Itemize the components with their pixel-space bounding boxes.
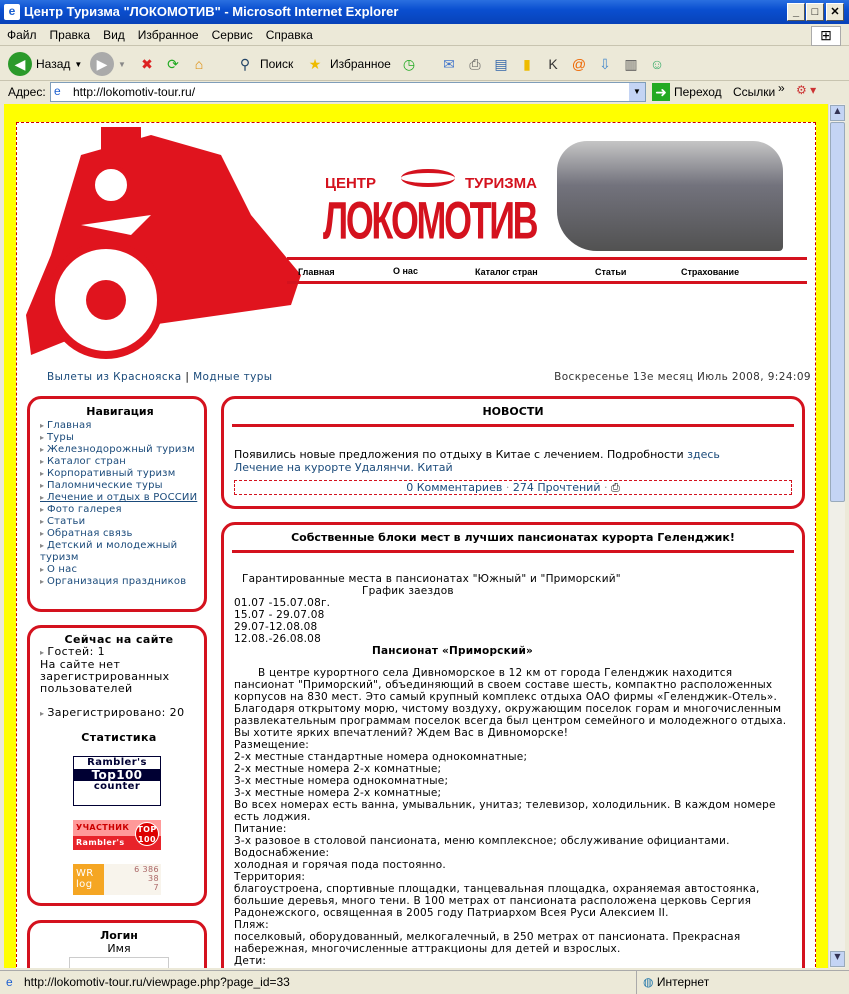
paragraph: 2-х местные номера 2-х комнатные; xyxy=(234,763,442,775)
rambler-member-badge[interactable]: УЧАСТНИК Rambler's TOP 100 xyxy=(73,820,161,850)
favorites-label: Избранное xyxy=(330,57,391,71)
back-button[interactable] xyxy=(8,51,82,77)
home-icon[interactable]: ⌂ xyxy=(194,56,204,72)
nav-item-home[interactable]: ▸ Главная xyxy=(40,420,200,432)
forward-dropdown-icon[interactable]: ▼ xyxy=(118,59,126,69)
schedule-title: График заездов xyxy=(362,585,454,597)
name-label: Имя xyxy=(107,942,131,955)
paragraph: Питание: xyxy=(234,823,287,835)
header-nav-catalog[interactable]: Каталог стран xyxy=(475,267,538,277)
login-box xyxy=(27,920,207,968)
nav-item-tours[interactable]: ▸ Туры xyxy=(40,432,200,444)
no-users-text: На сайте нет зарегистрированных пользователей xyxy=(40,658,170,695)
go-arrow-icon: ➜ xyxy=(652,83,670,101)
date-range: 12.08.-26.08.08 xyxy=(234,633,321,645)
article-title: Собственные блоки мест в лучших пансионатах курорта Геленджик! xyxy=(291,531,735,544)
paragraph: 3-х местные номера однокомнатные; xyxy=(234,775,449,787)
menu-edit[interactable]: Правка xyxy=(49,28,91,42)
favorites-button[interactable] xyxy=(304,51,391,77)
scroll-down-icon[interactable]: ▼ xyxy=(830,951,845,967)
address-url: http://lokomotiv-tour.ru/ xyxy=(73,85,196,99)
guaranteed-text: Гарантированные места в пансионатах "Южный" и "Приморский" xyxy=(242,573,621,585)
nav-item-youth[interactable]: ▸ Детский и молодежный туризм xyxy=(40,540,200,564)
forward-arrow-icon: ▶ xyxy=(90,52,114,76)
news-link-udalyanchi[interactable]: Лечение на курорте Удалянчи. Китай xyxy=(234,461,453,474)
library-icon[interactable]: ▥ xyxy=(624,56,638,72)
news-text: Появились новые предложения по отдыху в Китае с лечением. Подробности xyxy=(234,448,684,461)
header-nav-home[interactable]: Главная xyxy=(298,267,335,277)
date-range: 01.07 -15.07.08г. xyxy=(234,597,331,609)
address-bar xyxy=(0,81,849,103)
globe-icon: ◍ xyxy=(643,975,654,989)
page xyxy=(16,122,816,968)
logo-main: ЛОКОМОТИВ xyxy=(323,190,537,250)
paragraph: холодная и горячая пода постоянно. xyxy=(234,859,446,871)
edit-icon[interactable]: ▤ xyxy=(494,56,508,72)
address-input[interactable] xyxy=(50,82,646,102)
paragraph: благоустроена, спортивные площадки, танцевальная площадка, охраняемая автостоянка, большие деревья, много тени. В 100 метрах от пансионата расположена церковь Сергия Радонежского, освященная в 2005 году Патриархом Всея Руси Алексием II. xyxy=(234,883,760,919)
menu-bar xyxy=(0,24,849,46)
links-button[interactable]: Ссылки xyxy=(733,85,776,99)
navigation-title: Навигация xyxy=(86,405,154,418)
history-icon[interactable]: ◷ xyxy=(402,56,416,72)
status-url: http://lokomotiv-tour.ru/viewpage.php?page_id=33 xyxy=(24,975,290,989)
title-bar xyxy=(0,0,849,24)
article-box xyxy=(221,522,805,968)
paragraph: Благодаря открытому морю, чистому воздуху, окружающим поселок горам и многочисленным развлекательным программам поселок всегда был центром семейного и молодежного отдыха. xyxy=(234,703,787,727)
close-button[interactable]: ✕ xyxy=(826,3,844,21)
back-arrow-icon: ◀ xyxy=(8,52,32,76)
go-label: Переход xyxy=(674,85,722,99)
article-body xyxy=(224,553,802,967)
article-subtitle: Пансионат «Приморский» xyxy=(372,645,534,657)
print-icon[interactable]: ⎙ xyxy=(610,481,620,494)
menu-favorites[interactable]: Избранное xyxy=(137,28,199,42)
reads-count: 274 Прочтений xyxy=(512,481,601,494)
paragraph: Размещение: xyxy=(234,739,309,751)
header-nav-articles[interactable]: Статьи xyxy=(595,267,627,277)
paragraph: Территория: xyxy=(234,871,306,883)
zone-label: Интернет xyxy=(656,975,710,989)
nav-item-events[interactable]: ▸ Организация праздников xyxy=(40,576,200,588)
at-mail-icon[interactable]: @ xyxy=(571,56,587,72)
paragraph: 2-х местные стандартные номера однокомнатные; xyxy=(234,751,528,763)
date-range: 29.07-12.08.08 xyxy=(234,621,318,633)
nav-item-articles[interactable]: ▸ Статьи xyxy=(40,516,200,528)
news-title: НОВОСТИ xyxy=(482,405,544,418)
search-button[interactable] xyxy=(234,51,293,77)
ie-icon: e xyxy=(4,4,20,20)
registered-count: ▸ Зарегистрировано: 20 xyxy=(40,706,185,719)
status-bar xyxy=(0,970,849,994)
station-building-image xyxy=(557,141,783,251)
news-link-here[interactable]: здесь xyxy=(687,448,720,461)
page-icon: e xyxy=(6,975,13,989)
nav-item-feedback[interactable]: ▸ Обратная связь xyxy=(40,528,200,540)
back-dropdown-icon[interactable]: ▼ xyxy=(74,59,83,69)
nav-item-railway[interactable]: ▸ Железнодорожный туризм xyxy=(40,444,200,456)
logo-top-left: ЦЕНТР xyxy=(325,175,376,192)
sublinks xyxy=(47,371,272,383)
paragraph: В центре курортного села Дивноморское в 12 км от города Геленджик находится пансионат "Приморский", объединяющий в своем составе шесть, компактно расположенных корпусов на 830 мест. Это самый крупный комплекс отдыха ОАО фирмы «Геленджик-Отель». xyxy=(234,667,778,703)
news-box xyxy=(221,396,805,509)
stats-title: Статистика xyxy=(81,731,157,744)
wrlog-badge[interactable]: WR log 6 386 38 7 xyxy=(73,864,161,895)
stop-icon[interactable]: ✖ xyxy=(141,56,153,72)
header-line xyxy=(287,281,807,284)
zone xyxy=(636,971,709,994)
news-footer: 0 Комментариев · 274 Прочтений · ⎙ xyxy=(234,480,792,495)
page-icon: e xyxy=(54,84,61,98)
star-icon: ★ xyxy=(308,56,322,72)
refresh-icon[interactable]: ⟳ xyxy=(167,56,179,72)
paragraph: 3-х местные номера 2-х комнатные; xyxy=(234,787,442,799)
nav-item-catalog[interactable]: ▸ Каталог стран xyxy=(40,456,200,468)
toolbar xyxy=(0,47,849,81)
menu-tools[interactable]: Сервис xyxy=(211,28,253,42)
research-icon[interactable]: ⇩ xyxy=(599,56,611,72)
navigation-box xyxy=(27,396,207,612)
rambler-counter-badge[interactable]: Rambler's Top100 counter xyxy=(73,756,161,806)
search-label: Поиск xyxy=(260,57,294,71)
locomotive-logo xyxy=(21,125,306,365)
address-label: Адрес: xyxy=(8,85,46,99)
menu-view[interactable]: Вид xyxy=(103,28,125,42)
page-viewport xyxy=(4,104,828,968)
address-dropdown-icon[interactable]: ▼ xyxy=(629,83,645,101)
paragraph: поселковый, оборудованный, мелкогалечный, в 250 метрах от пансионата. Прекрасная набережная, многочисленные аттракционы для детей и взрослых. xyxy=(234,931,741,955)
back-label: Назад xyxy=(36,57,71,71)
online-title: Сейчас на сайте xyxy=(64,633,174,646)
vertical-scrollbar[interactable] xyxy=(828,104,845,968)
k-icon[interactable]: K xyxy=(548,56,558,72)
news-body xyxy=(224,427,802,474)
notes-icon[interactable]: ▮ xyxy=(523,56,531,72)
maximize-button[interactable]: □ xyxy=(806,3,824,21)
scroll-thumb[interactable] xyxy=(830,122,845,502)
header-line xyxy=(287,257,807,260)
nav-item-gallery[interactable]: ▸ Фото галерея xyxy=(40,504,200,516)
minimize-button[interactable]: _ xyxy=(787,3,805,21)
addon-icon[interactable]: ⚙ ▾ xyxy=(796,83,817,97)
nav-item-corporate[interactable]: ▸ Корпоративный туризм xyxy=(40,468,200,480)
paragraph: Во всех номерах есть ванна, умывальник, унитаз; телевизор, холодильник. В каждом номере есть лоджия. xyxy=(234,799,776,823)
login-title: Логин xyxy=(100,929,138,942)
winged-wheel-icon xyxy=(401,169,455,187)
go-button[interactable] xyxy=(652,83,722,101)
name-input[interactable] xyxy=(69,957,169,968)
nav-item-pilgrimage[interactable]: ▸ Паломнические туры xyxy=(40,480,200,492)
windows-logo-icon: ⊞ xyxy=(811,26,841,46)
paragraph: Вы хотите ярких впечатлений? Ждем Вас в Дивноморске! xyxy=(234,727,569,739)
nav-item-treatment[interactable]: ▸ Лечение и отдых в РОССИИ xyxy=(40,492,200,504)
mail-icon[interactable]: ✉ xyxy=(443,56,455,72)
search-icon: ⚲ xyxy=(239,56,251,72)
article-paragraphs xyxy=(234,667,792,967)
paragraph: 3-х разовое в столовой пансионата, меню комплексное; обслуживание официантами. xyxy=(234,835,730,847)
header-nav-about[interactable]: О нас xyxy=(393,266,418,276)
sublink-flights[interactable]: Вылеты из Краснояска xyxy=(47,371,182,383)
header-nav-insurance[interactable]: Страхование xyxy=(681,267,740,277)
menu-help[interactable]: Справка xyxy=(265,28,313,42)
scroll-up-icon[interactable]: ▲ xyxy=(830,105,845,121)
window-title: Центр Туризма "ЛОКОМОТИВ" - Microsoft Internet Explorer xyxy=(24,4,399,19)
paragraph: Дети: xyxy=(234,955,267,967)
guests-count: ▸ Гостей: 1 xyxy=(40,645,105,658)
sublink-fashion-tours[interactable]: Модные туры xyxy=(193,371,273,383)
comments-link[interactable]: 0 Комментариев xyxy=(406,481,503,494)
menu-file[interactable]: Файл xyxy=(7,28,37,42)
forward-button[interactable] xyxy=(90,51,126,77)
separator: | xyxy=(185,371,190,383)
messenger-icon[interactable]: ☺ xyxy=(649,56,665,72)
logo-top-right: ТУРИЗМА xyxy=(465,175,538,192)
chevron-icon[interactable]: » xyxy=(778,81,785,95)
datetime: Воскресенье 13е месяц Июль 2008, 9:24:09 xyxy=(554,371,811,383)
online-box xyxy=(27,625,207,906)
nav-item-about[interactable]: ▸ О нас xyxy=(40,564,200,576)
paragraph: Пляж: xyxy=(234,919,269,931)
print-icon[interactable]: ⎙ xyxy=(469,56,481,72)
date-range: 15.07 - 29.07.08 xyxy=(234,609,325,621)
paragraph: Водоснабжение: xyxy=(234,847,330,859)
